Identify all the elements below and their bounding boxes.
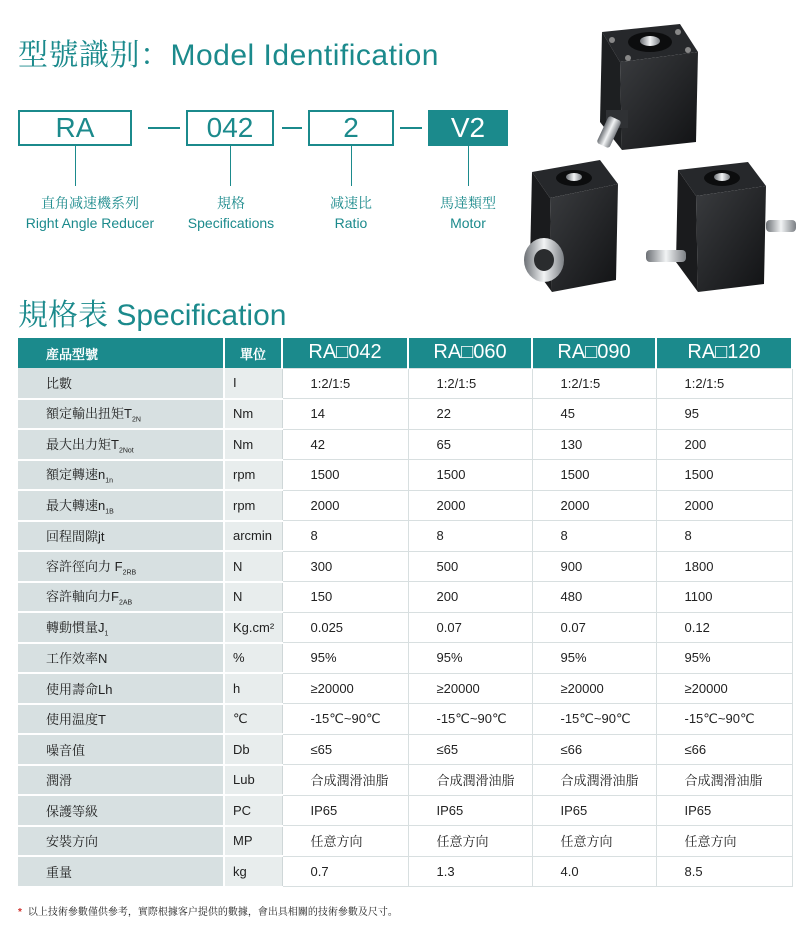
product-photos	[510, 22, 800, 302]
value-cell: 1:2/1:5	[656, 368, 792, 399]
code-separator	[148, 127, 180, 129]
param-cell	[18, 795, 224, 826]
value-cell: -15℃~90℃	[656, 704, 792, 735]
param-subscript: 1B	[105, 508, 114, 516]
value-cell: ≥20000	[656, 673, 792, 704]
header-model: RA□120	[656, 338, 792, 368]
value-cell: ≤65	[282, 734, 408, 765]
table-body	[18, 368, 792, 887]
table-row	[18, 795, 792, 826]
unit-cell: Db	[224, 734, 282, 765]
param-cell	[18, 399, 224, 430]
footnote-text: 以上技術參數僅供參考，實際根據客户提供的數據，會出具相關的技術參數及尺寸。	[27, 907, 398, 918]
table-row	[18, 612, 792, 643]
value-cell: IP65	[408, 795, 532, 826]
value-cell: 0.12	[656, 612, 792, 643]
header-unit: 單位	[224, 338, 282, 368]
param-label: 回程間隙jt	[46, 529, 105, 545]
value-cell: 8	[532, 521, 656, 552]
value-cell: ≥20000	[532, 673, 656, 704]
unit-cell: arcmin	[224, 521, 282, 552]
value-cell: 200	[656, 429, 792, 460]
param-cell	[18, 856, 224, 887]
unit-cell: MP	[224, 826, 282, 857]
code-label-zh: 直角减速機系列	[41, 195, 139, 211]
code-label-en: Specifications	[187, 215, 275, 231]
value-cell: 1800	[656, 551, 792, 582]
value-cell: 45	[532, 399, 656, 430]
unit-cell: N	[224, 582, 282, 613]
value-cell: 合成潤滑油脂	[282, 765, 408, 796]
value-cell: 8	[408, 521, 532, 552]
param-label: 使用壽命Lh	[46, 681, 113, 697]
value-cell: 95%	[532, 643, 656, 674]
param-label: 比數	[46, 376, 73, 392]
value-cell: 1500	[532, 460, 656, 491]
param-label: 保護等級	[46, 803, 99, 819]
table-row	[18, 765, 792, 796]
value-cell: 8	[656, 521, 792, 552]
value-cell: 8.5	[656, 856, 792, 887]
value-cell: 任意方向	[532, 826, 656, 857]
code-separator	[400, 127, 422, 129]
unit-cell: %	[224, 643, 282, 674]
header-model: RA□042	[282, 338, 408, 368]
code-box-motor: V2	[428, 110, 508, 146]
connector-line	[75, 146, 76, 186]
value-cell: IP65	[282, 795, 408, 826]
param-cell	[18, 734, 224, 765]
code-label-zh: 减速比	[330, 195, 372, 211]
table-row	[18, 551, 792, 582]
value-cell: 1100	[656, 582, 792, 613]
param-subscript: 2Not	[118, 447, 134, 455]
param-cell	[18, 460, 224, 491]
value-cell: IP65	[532, 795, 656, 826]
code-label-en: Motor	[450, 215, 486, 231]
value-cell: 8	[282, 521, 408, 552]
value-cell: 1:2/1:5	[282, 368, 408, 399]
param-label: 容許軸向力F	[46, 589, 119, 605]
value-cell: 150	[282, 582, 408, 613]
value-cell: 0.7	[282, 856, 408, 887]
table-row	[18, 856, 792, 887]
param-label: 額定輸出扭矩T	[46, 406, 132, 422]
value-cell: ≤66	[532, 734, 656, 765]
param-cell	[18, 582, 224, 613]
param-cell	[18, 612, 224, 643]
table-row	[18, 826, 792, 857]
table-row	[18, 460, 792, 491]
value-cell: 1.3	[408, 856, 532, 887]
code-label-zh: 馬達類型	[440, 195, 496, 211]
table-row	[18, 643, 792, 674]
unit-cell: Kg.cm²	[224, 612, 282, 643]
value-cell: -15℃~90℃	[282, 704, 408, 735]
value-cell: 900	[532, 551, 656, 582]
value-cell: 1500	[656, 460, 792, 491]
connector-line	[351, 146, 352, 186]
code-box-ratio: 2	[308, 110, 394, 146]
table-row	[18, 734, 792, 765]
value-cell: 1:2/1:5	[532, 368, 656, 399]
param-cell	[18, 643, 224, 674]
unit-cell: Nm	[224, 429, 282, 460]
param-cell	[18, 765, 224, 796]
code-label-spec	[175, 193, 287, 233]
value-cell: ≤66	[656, 734, 792, 765]
code-box-spec: 042	[186, 110, 274, 146]
gearbox-photo-left	[524, 160, 618, 292]
param-cell	[18, 826, 224, 857]
value-cell: 300	[282, 551, 408, 582]
unit-cell: Lub	[224, 765, 282, 796]
value-cell: ≥20000	[282, 673, 408, 704]
code-label-ratio	[311, 193, 391, 233]
value-cell: 合成潤滑油脂	[656, 765, 792, 796]
code-separator	[282, 127, 302, 129]
value-cell: -15℃~90℃	[532, 704, 656, 735]
value-cell: 22	[408, 399, 532, 430]
value-cell: 1500	[282, 460, 408, 491]
param-subscript: 1n	[105, 478, 114, 486]
unit-cell: ℃	[224, 704, 282, 735]
value-cell: 95	[656, 399, 792, 430]
value-cell: 0.07	[408, 612, 532, 643]
param-cell	[18, 551, 224, 582]
footnote-star: *	[18, 907, 22, 918]
table-row	[18, 368, 792, 399]
unit-cell: rpm	[224, 460, 282, 491]
gearbox-photo-top	[596, 24, 698, 150]
connector-line	[230, 146, 231, 186]
value-cell: 2000	[532, 490, 656, 521]
value-cell: 2000	[656, 490, 792, 521]
value-cell: 480	[532, 582, 656, 613]
param-label: 潤滑	[46, 773, 73, 789]
value-cell: 2000	[408, 490, 532, 521]
code-box-series: RA	[18, 110, 132, 146]
value-cell: 95%	[408, 643, 532, 674]
param-cell	[18, 429, 224, 460]
unit-cell: h	[224, 673, 282, 704]
model-identification-heading: 型號識别：Model Identification	[18, 39, 439, 72]
unit-cell: N	[224, 551, 282, 582]
param-subscript: 1	[104, 630, 109, 638]
value-cell: 42	[282, 429, 408, 460]
param-label: 最大出力矩T	[46, 436, 119, 452]
specification-heading: 規格表 Specification	[18, 299, 287, 332]
connector-line	[468, 146, 469, 186]
param-cell	[18, 673, 224, 704]
param-label: 容許徑向力 F	[46, 558, 123, 574]
table-row	[18, 521, 792, 552]
header-model: RA□060	[408, 338, 532, 368]
param-label: 重量	[46, 864, 73, 880]
value-cell: 合成潤滑油脂	[532, 765, 656, 796]
param-label: 最大轉速n	[46, 497, 106, 513]
table-row	[18, 704, 792, 735]
table-row	[18, 399, 792, 430]
param-cell	[18, 368, 224, 399]
unit-cell: rpm	[224, 490, 282, 521]
value-cell: 95%	[656, 643, 792, 674]
header-model: RA□090	[532, 338, 656, 368]
param-label: 使用温度T	[46, 712, 106, 728]
table-row	[18, 490, 792, 521]
unit-cell: kg	[224, 856, 282, 887]
specification-table	[18, 338, 793, 888]
param-cell	[18, 704, 224, 735]
code-label-motor	[428, 193, 508, 233]
param-subscript: 2RB	[122, 569, 137, 577]
footnote	[18, 903, 398, 918]
table-row	[18, 582, 792, 613]
header-param: 産品型號	[18, 338, 224, 368]
param-label: 額定轉速n	[46, 467, 106, 483]
gearbox-photo-right	[646, 162, 796, 292]
value-cell: IP65	[656, 795, 792, 826]
table-row	[18, 429, 792, 460]
value-cell: ≥20000	[408, 673, 532, 704]
value-cell: 0.07	[532, 612, 656, 643]
value-cell: 0.025	[282, 612, 408, 643]
table-row	[18, 673, 792, 704]
value-cell: 合成潤滑油脂	[408, 765, 532, 796]
param-cell	[18, 521, 224, 552]
value-cell: 130	[532, 429, 656, 460]
value-cell: 任意方向	[282, 826, 408, 857]
param-label: 轉動慣量J	[46, 619, 105, 635]
value-cell: ≤65	[408, 734, 532, 765]
code-label-zh: 規格	[217, 195, 245, 211]
value-cell: 4.0	[532, 856, 656, 887]
param-cell	[18, 490, 224, 521]
param-label: 工作效率N	[46, 651, 108, 667]
code-label-en: Right Angle Reducer	[25, 215, 155, 231]
unit-cell: Nm	[224, 399, 282, 430]
param-subscript: 2AB	[118, 600, 133, 608]
value-cell: 2000	[282, 490, 408, 521]
param-label: 噪音值	[46, 742, 86, 758]
value-cell: 1:2/1:5	[408, 368, 532, 399]
value-cell: -15℃~90℃	[408, 704, 532, 735]
value-cell: 65	[408, 429, 532, 460]
value-cell: 200	[408, 582, 532, 613]
unit-cell: PC	[224, 795, 282, 826]
code-label-en: Ratio	[334, 215, 368, 231]
value-cell: 任意方向	[656, 826, 792, 857]
param-subscript: 2N	[131, 417, 141, 425]
value-cell: 95%	[282, 643, 408, 674]
value-cell: 任意方向	[408, 826, 532, 857]
value-cell: 1500	[408, 460, 532, 491]
table-header-row	[18, 338, 792, 368]
unit-cell: I	[224, 368, 282, 399]
value-cell: 500	[408, 551, 532, 582]
code-label-series	[10, 193, 170, 233]
value-cell: 14	[282, 399, 408, 430]
param-label: 安裝方向	[46, 834, 99, 850]
